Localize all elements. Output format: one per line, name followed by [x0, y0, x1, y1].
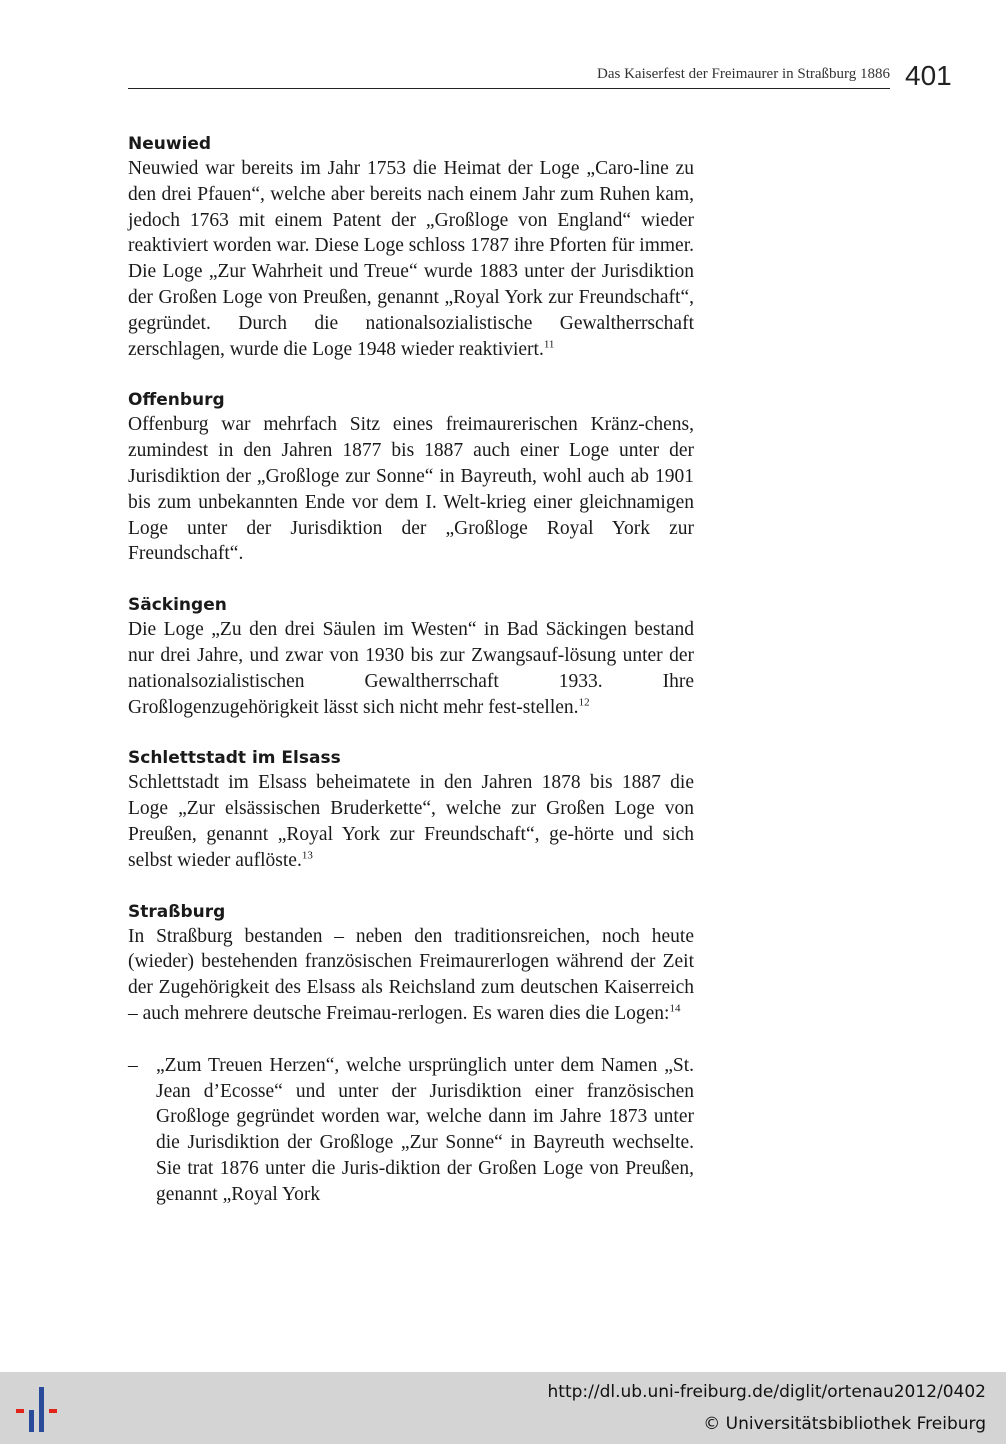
copyright-text: © Universitätsbibliothek Freiburg: [703, 1414, 986, 1434]
section-heading: Säckingen: [128, 595, 227, 616]
footer-bar: [0, 1372, 1006, 1444]
section-heading: Schlettstadt im Elsass: [128, 748, 341, 769]
list-item: [128, 1053, 694, 1208]
section-heading: Straßburg: [128, 901, 226, 922]
section-saeckingen: [128, 593, 694, 720]
library-logo-icon: [14, 1384, 64, 1434]
list-item-text: „Zum Treuen Herzen“, welche ursprünglich unter dem Namen „St. Jean d’Ecosse“ und unter der Jurisdiktion einer französischen Großloge gegründet worden war, welche dann im Jahre 1873 unter die Jurisdiktion der Großloge „Zur Sonne“ in Bayreuth wechselte. Sie trat 1876 unter die Juris-diktion der Großen Loge von Preußen, genannt „Royal York: [156, 1054, 694, 1205]
section-strassburg: [128, 900, 694, 1208]
running-title: Das Kaiserfest der Freimaurer in Straßburg 1886: [597, 66, 890, 82]
section-paragraph: [128, 924, 694, 1027]
section-heading: Neuwied: [128, 134, 212, 154]
footnote-marker[interactable]: 14: [669, 1002, 681, 1015]
paragraph-text: Die Loge „Zu den drei Säulen im Westen“ in Bad Säckingen bestand nur drei Jahre, und zwar von 1930 bis zur Zwangsauf-lösung unter der nationalsozialistischen Gewaltherrschaft 1933. Ihre Großlogenzugehörigkeit lässt sich nicht mehr fest-stellen.: [128, 619, 694, 718]
section-paragraph: [128, 617, 694, 720]
section-paragraph: [128, 156, 694, 362]
footnote-marker[interactable]: 13: [301, 849, 313, 862]
footnote-marker[interactable]: 12: [578, 696, 590, 709]
paragraph-text: Neuwied war bereits im Jahr 1753 die Heimat der Loge „Caro-line zu den drei Pfauen“, welche aber bereits nach einem Jahr zum Ruhen kam, jedoch 1763 mit einem Patent der „Großloge von England“ wieder reaktiviert worden war. Diese Loge schloss 1787 ihre Pforten für immer. Die Loge „Zur Wahrheit und Treue“ wurde 1883 unter der Jurisdiktion der Großen Loge von Preußen, genannt „Royal York zur Freundschaft“, gegründet. Durch die nationalsozialistische Gewaltherrschaft zerschlagen, wurde die Loge 1948 wieder reaktiviert.: [128, 158, 694, 360]
source-url-link[interactable]: http://dl.ub.uni-freiburg.de/diglit/ortenau2012/0402: [547, 1382, 986, 1402]
section-paragraph: [128, 770, 694, 873]
main-text: [128, 132, 694, 1234]
section-schlettstadt: [128, 746, 694, 873]
section-offenburg: [128, 388, 694, 567]
paragraph-text: In Straßburg bestanden – neben den traditionsreichen, noch heute (wieder) bestehenden französischen Freimaurerlogen während der Zeit der Zugehörigkeit des Elsass als Reichsland zum deutschen Kaiserreich – auch mehrere deutsche Freimau-rerlogen. Es waren dies die Logen:: [128, 925, 694, 1024]
page-number: 401: [905, 60, 952, 91]
section-paragraph: [128, 412, 694, 567]
footnote-marker[interactable]: 11: [543, 338, 555, 351]
section-neuwied: [128, 132, 694, 362]
running-header: [128, 60, 890, 89]
paragraph-text: Offenburg war mehrfach Sitz eines freimaurerischen Kränz-chens, zumindest in den Jahren 1877 bis 1887 auch einer Loge unter der Jurisdiktion der „Großloge zur Sonne“ in Bayreuth, wohl auch ab 1901 bis zum unbekannten Ende vor dem I. Welt-krieg einer gleichnamigen Loge unter der Jurisdiktion der „Großloge Royal York zur Freundschaft“.: [128, 414, 694, 565]
list-dash: –: [128, 1054, 138, 1076]
paragraph-text: Schlettstadt im Elsass beheimatete in den Jahren 1878 bis 1887 die Loge „Zur elsässischen Bruderkette“, welche zur Großen Loge von Preußen, genannt „Royal York zur Freundschaft“, ge-hörte und sich selbst wieder auflöste.: [128, 772, 694, 871]
section-heading: Offenburg: [128, 390, 225, 411]
